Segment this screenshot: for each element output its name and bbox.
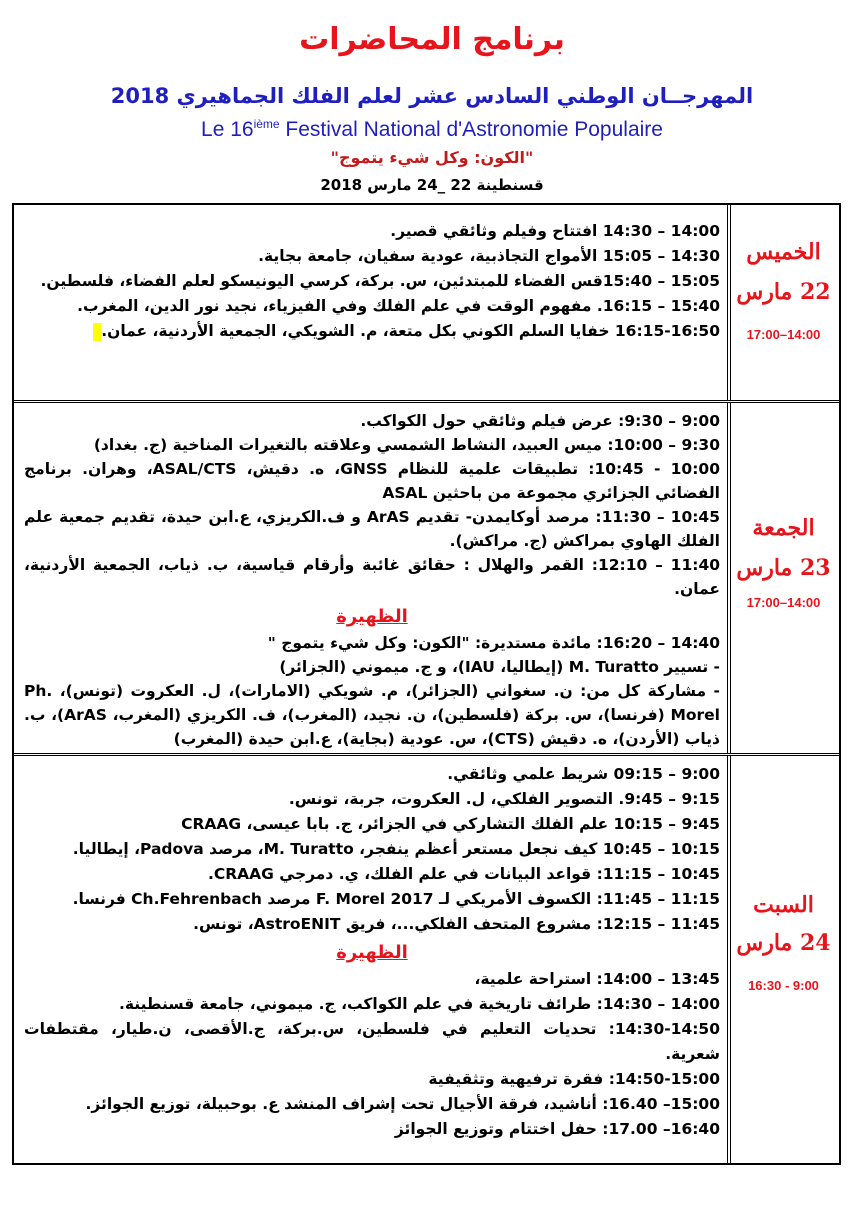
schedule-row-friday	[14, 403, 839, 754]
session-item: 9:00 – 9:30: عرض فيلم وثائقي حول الكواكب.	[360, 412, 720, 430]
session-item: 10:00 - 10:45: تطبيقات علمية للنظام GNSS، ه. دقيش، ASAL/CTS، وهران. برنامج الفضائي الجزائري مجموعة من باحثين ASAL	[24, 460, 720, 502]
session-item: 9:00 – 09:15 شريط علمي وثائقي.	[447, 765, 720, 783]
day-date: 23 مارس	[736, 555, 831, 581]
saturday-day-cell	[727, 756, 839, 1163]
festival-fr-suffix: Festival National d'Astronomie Populaire	[279, 118, 663, 141]
session-item: 9:15 – 9:45. التصوير الفلكي، ل. العكروت، جربة، تونس.	[288, 790, 720, 808]
session-item: 14:30-14:50: تحديات التعليم في فلسطين، س.بركة، ج.الأقصى، ن.طيار، مقتطفات شعرية.	[24, 1020, 720, 1063]
session-item	[24, 319, 720, 344]
day-hours: 17:00–14:00	[746, 327, 821, 342]
session-item: 14:50-15:00: فقرة ترفيهية وتثقيفية	[428, 1070, 720, 1088]
friday-day-cell	[727, 403, 839, 753]
session-item: 9:45 – 10:15 علم الفلك التشاركي في الجزائر، ج. بابا عيسى، CRAAG	[181, 815, 720, 833]
session-item: 15:40 – 16:15. مفهوم الوقت في علم الفلك وفي الفيزياء، نجيد نور الدين، المغرب.	[77, 297, 720, 315]
friday-sessions	[14, 403, 728, 753]
day-name: الجمعة	[752, 515, 815, 541]
session-item: 14:30 – 15:05 الأمواج التجاذبية، عودية سفيان، جامعة بجاية.	[258, 247, 720, 265]
festival-title-french	[0, 117, 864, 142]
session-item: - مشاركة كل من: ن. سغواني (الجزائر)، م. شويكي (الامارات)، ل. العكروت (تونس)، Ph. Morel (فرنسا)، س. بركة (فلسطين)، ن. نجيد، (المغرب)، ف. الكريزي (المغرب، ArAS)، ب. ذياب (الأردن)، ه. دقيش (CTS)، س. عودية (بجاية)، ع.ابن حيدة (المغرب)	[24, 682, 720, 748]
program-title: برنامج المحاضرات	[299, 22, 565, 57]
session-item: 10:45 – 11:15: قواعد البيانات في علم الفلك، ي. دمرجي CRAAG.	[207, 865, 720, 883]
location-dates: قسنطينة 22 _24 مارس 2018	[320, 176, 544, 194]
day-date: 24 مارس	[736, 930, 831, 956]
afternoon-heading: الظهيرة	[336, 942, 408, 963]
session-item: 16:40– 17.00: حفل اختتام وتوزيع الجوائز	[394, 1120, 720, 1138]
afternoon-heading: الظهيرة	[336, 606, 408, 627]
day-name: الخميس	[746, 239, 821, 265]
thursday-day-cell	[727, 205, 839, 400]
session-item: 10:45 – 11:30: مرصد أوكايمدن- تقديم ArAS و ف.الكريزي، ع.ابن حيدة، تقديم جمعية علم الفلك الهاوي بمراكش (ج. مراكش).	[24, 508, 720, 550]
session-item: 9:30 – 10:00: ميس العبيد، النشاط الشمسي وعلاقته بالتغيرات المناخية (ج. بغداد)	[93, 436, 720, 454]
day-hours: 16:30 - 9:00	[748, 978, 819, 993]
session-item: 11:45 – 12:15: مشروع المتحف الفلكي...، فريق AstroENIT، تونس.	[193, 915, 720, 933]
session-item: 11:15 – 11:45: الكسوف الأمريكي لـ F. Morel 2017 مرصد Ch.Fehrenbach فرنسا.	[72, 890, 720, 908]
session-item: - تسيير M. Turatto (إيطاليا، IAU)، و ج. ميموني (الجزائر)	[279, 658, 720, 676]
schedule-row-thursday	[14, 205, 839, 401]
saturday-sessions	[14, 756, 728, 1163]
day-date: 22 مارس	[736, 279, 831, 305]
day-hours: 17:00–14:00	[746, 595, 821, 610]
festival-title-arabic: المهرجــان الوطني السادس عشر لعلم الفلك الجماهيري 2018	[110, 84, 754, 108]
session-item: 13:45 – 14:00: استراحة علمية،	[474, 970, 720, 988]
session-item: 14:00 – 14:30: طرائف تاريخية في علم الكواكب، ج. ميموني، جامعة قسنطينة.	[118, 995, 720, 1013]
schedule-table	[12, 203, 841, 1165]
festival-theme: "الكون: وكل شيء يتموج"	[330, 148, 534, 167]
session-item: 10:15 – 10:45 كيف نجعل مستعر أعظم ينفجر، M. Turatto، مرصد Padova، إيطاليا.	[72, 840, 720, 858]
schedule-row-saturday	[14, 756, 839, 1163]
festival-fr-prefix: Le 16	[201, 118, 254, 141]
session-item: 15:05 – 15:40قس الفضاء للمبتدئين، س. بركة، كرسي اليونيسكو لعلم الفضاء، فلسطين.	[40, 272, 720, 290]
session-item-text: 16:15-16:50 خفايا السلم الكوني بكل متعة، م. الشويكي، الجمعية الأردنية، عمان.	[101, 322, 720, 340]
session-item: 14:00 – 14:30 افتتاح وفيلم وثائقي قصير.	[390, 222, 720, 240]
session-item: 14:40 – 16:20: مائدة مستديرة: "الكون: وكل شيء يتموج "	[267, 634, 720, 652]
session-item: 15:00– 16.40: أناشيد، فرقة الأجيال تحت إشراف المنشد ع. بوحبيلة، توزيع الجوائز.	[85, 1095, 720, 1113]
day-name: السبت	[753, 892, 814, 918]
thursday-sessions	[14, 205, 728, 400]
session-item: 11:40 – 12:10: القمر والهلال : حقائق غائبة وأرقام قياسية، ب. ذياب، الجمعية الأردنية، عمان.	[24, 556, 721, 598]
festival-fr-superscript: ième	[253, 117, 280, 131]
